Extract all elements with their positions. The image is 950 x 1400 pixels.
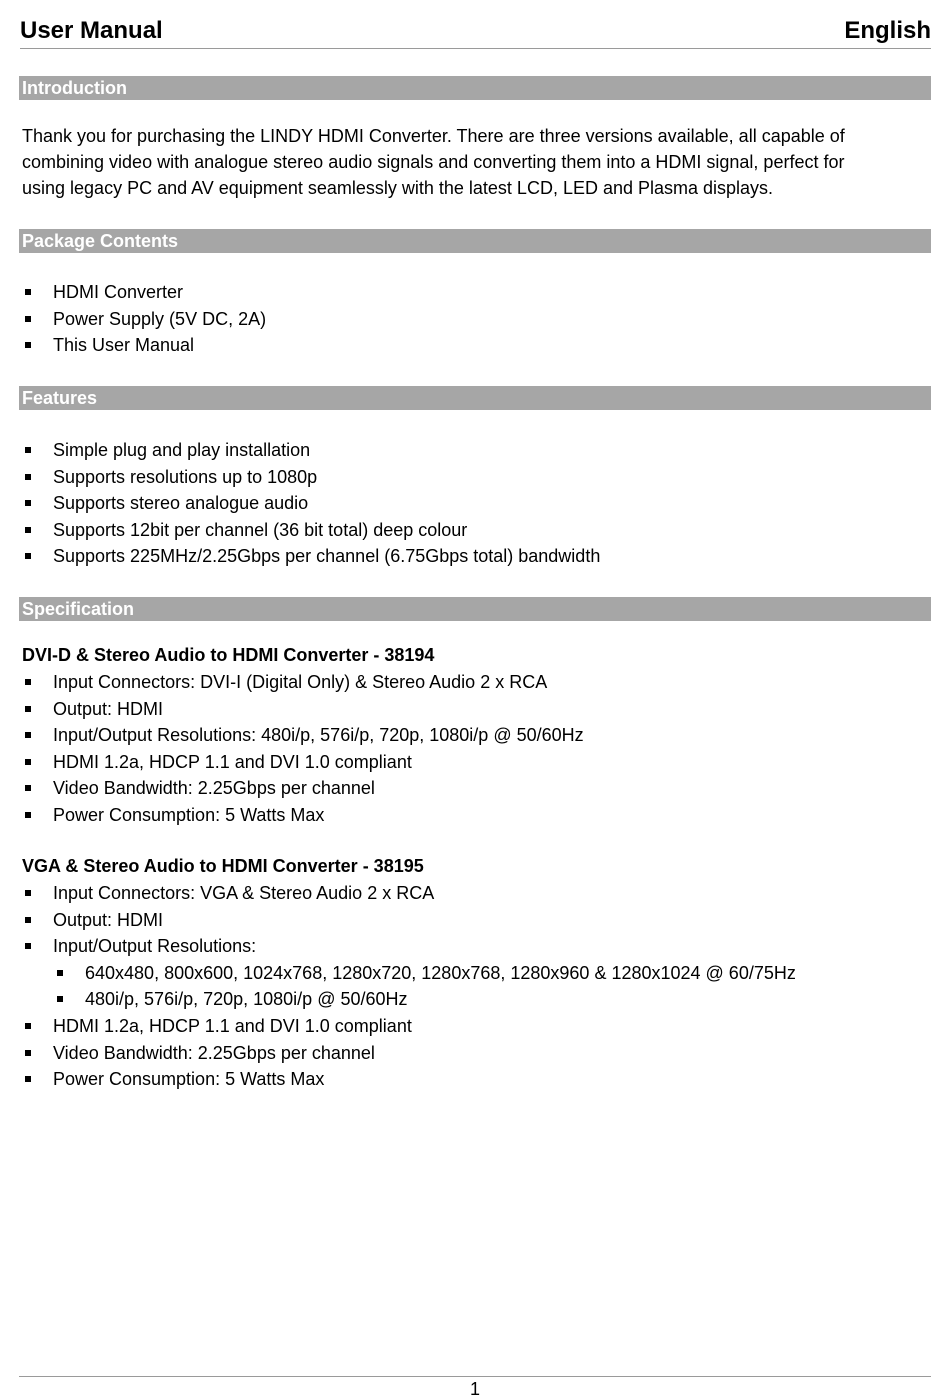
bullet-icon [25,679,31,685]
bullet-icon [25,890,31,896]
bullet-icon [25,500,31,506]
list-item: Input Connectors: VGA & Stereo Audio 2 x RCA [22,880,796,907]
list-item: Input/Output Resolutions: [22,933,796,960]
footer-divider [19,1376,931,1377]
intro-line: Thank you for purchasing the LINDY HDMI Converter. There are three versions available, all capable of [22,126,845,146]
header-language: English [844,17,931,44]
list-item: Supports 12bit per channel (36 bit total) deep colour [22,517,600,544]
bullet-icon [25,785,31,791]
section-heading-features: Features [19,386,931,410]
package-contents-list [22,279,266,359]
bullet-icon [25,943,31,949]
section-heading-introduction: Introduction [19,76,931,100]
sub-list-item: 640x480, 800x600, 1024x768, 1280x720, 1280x768, 1280x960 & 1280x1024 @ 60/75Hz [22,960,796,987]
section-heading-specification: Specification [19,597,931,621]
list-item: Supports resolutions up to 1080p [22,464,600,491]
list-item: Power Consumption: 5 Watts Max [22,1066,796,1093]
bullet-icon [25,732,31,738]
bullet-icon [25,447,31,453]
page-header [20,14,931,49]
bullet-icon [57,970,63,976]
list-item: Supports stereo analogue audio [22,490,600,517]
page-number: 1 [469,1379,480,1399]
list-item: HDMI 1.2a, HDCP 1.1 and DVI 1.0 compliant [22,749,584,776]
list-item: Power Consumption: 5 Watts Max [22,802,584,829]
bullet-icon [25,316,31,322]
intro-line: using legacy PC and AV equipment seamlessly with the latest LCD, LED and Plasma displays. [22,178,774,198]
list-item: Input/Output Resolutions: 480i/p, 576i/p, 720p, 1080i/p @ 50/60Hz [22,722,584,749]
spec-dvi-title: DVI-D & Stereo Audio to HDMI Converter - 38194 [22,645,435,665]
bullet-icon [25,342,31,348]
list-item: HDMI 1.2a, HDCP 1.1 and DVI 1.0 compliant [22,1013,796,1040]
bullet-icon [25,706,31,712]
bullet-icon [25,759,31,765]
spec-vga-list [22,880,796,1093]
header-title: User Manual [20,17,163,44]
list-item: Simple plug and play installation [22,437,600,464]
features-list [22,437,600,570]
list-item: Power Supply (5V DC, 2A) [22,306,266,333]
bullet-icon [57,996,63,1002]
list-item: Video Bandwidth: 2.25Gbps per channel [22,775,584,802]
section-heading-package-contents: Package Contents [19,229,931,253]
list-item: This User Manual [22,332,266,359]
spec-dvi-list [22,669,584,829]
bullet-icon [25,553,31,559]
bullet-icon [25,812,31,818]
bullet-icon [25,917,31,923]
introduction-paragraph [22,123,934,201]
spec-vga-title: VGA & Stereo Audio to HDMI Converter - 38195 [22,856,424,876]
list-item: Input Connectors: DVI-I (Digital Only) & Stereo Audio 2 x RCA [22,669,584,696]
bullet-icon [25,527,31,533]
bullet-icon [25,1076,31,1082]
sub-list-item: 480i/p, 576i/p, 720p, 1080i/p @ 50/60Hz [22,986,796,1013]
bullet-icon [25,289,31,295]
intro-line: combining video with analogue stereo audio signals and converting them into a HDMI signal, perfect for [22,152,845,172]
list-item: Output: HDMI [22,907,796,934]
list-item: Video Bandwidth: 2.25Gbps per channel [22,1040,796,1067]
bullet-icon [25,1050,31,1056]
bullet-icon [25,474,31,480]
list-item: Output: HDMI [22,696,584,723]
bullet-icon [25,1023,31,1029]
list-item: Supports 225MHz/2.25Gbps per channel (6.75Gbps total) bandwidth [22,543,600,570]
list-item: HDMI Converter [22,279,266,306]
